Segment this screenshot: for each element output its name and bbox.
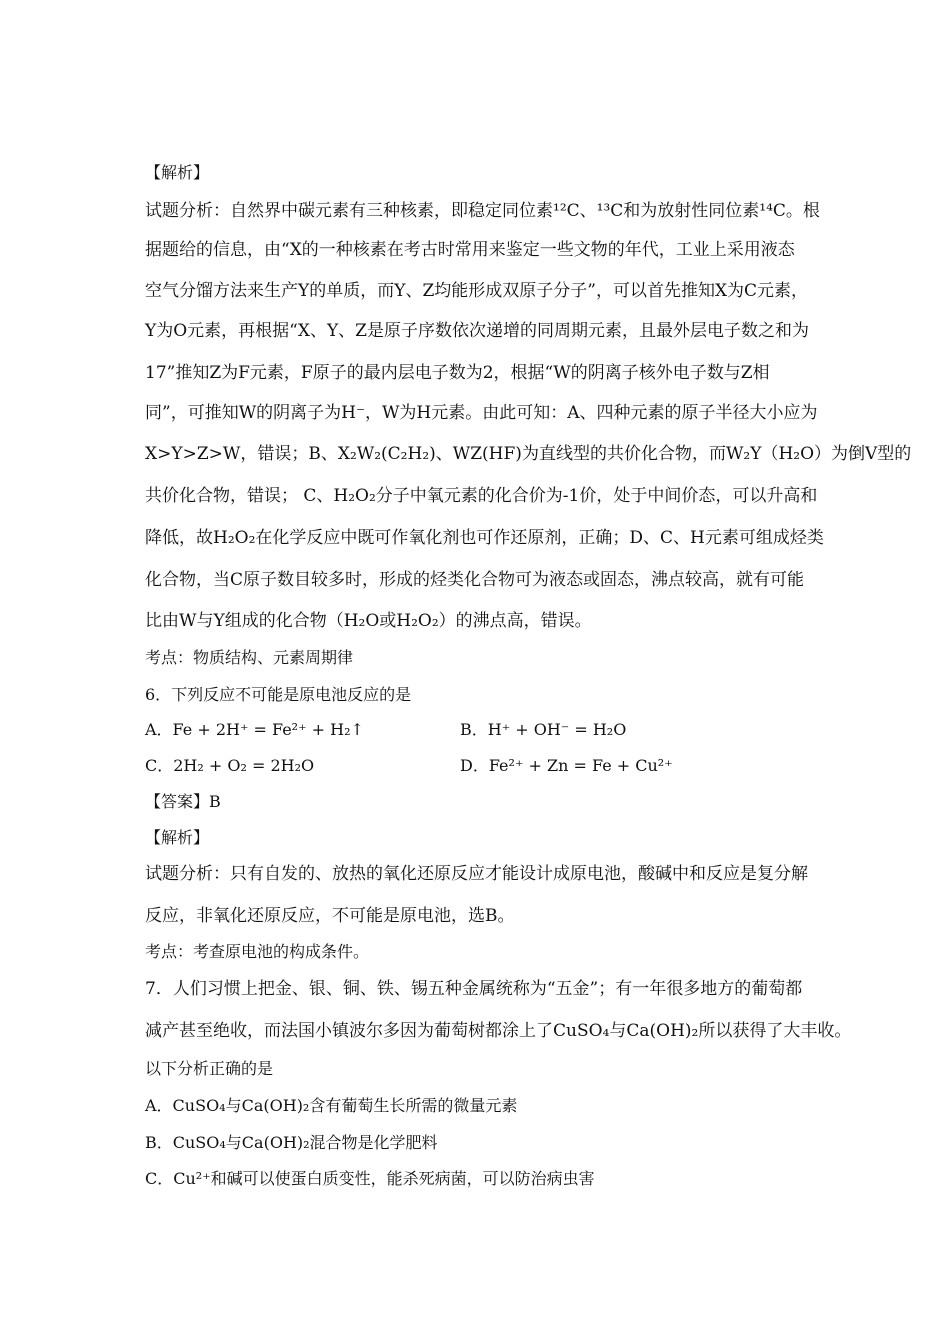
option-a: A．CuSO₄与Ca(OH)₂含有葡萄生长所需的微量元素 bbox=[145, 1096, 518, 1115]
analysis-line: 空气分馏方法来生产Y的单质，而Y、Z均能形成双原子分子”，可以首先推知X为C元素， bbox=[145, 281, 809, 301]
option-c: C．2H₂ + O₂ = 2H₂O bbox=[145, 756, 315, 775]
analysis-line: 试题分析：只有自发的、放热的氧化还原反应才能设计成原电池，酸碱中和反应是复分解 bbox=[145, 864, 808, 884]
option-a: A．Fe + 2H⁺ = Fe²⁺ + H₂↑ bbox=[145, 720, 364, 739]
question-stem: 以下分析正确的是 bbox=[145, 1059, 274, 1078]
analysis-line: 降低，故H₂O₂在化学反应中既可作氧化剂也可作还原剂，正确；D、C、H元素可组成烃类 bbox=[145, 528, 824, 548]
question-stem: 7．人们习惯上把金、银、铜、铁、锡五种金属统称为“五金”；有一年很多地方的葡萄都 bbox=[145, 979, 803, 999]
analysis-line: 据题给的信息，由“X的一种核素在考古时常用来鉴定一些文物的年代，工业上采用液态 bbox=[145, 240, 795, 260]
analysis-line: 反应，非氧化还原反应，不可能是原电池，选B。 bbox=[145, 906, 515, 926]
question-stem: 减产甚至绝收，而法国小镇波尔多因为葡萄树都涂上了CuSO₄与Ca(OH)₂所以获得了大丰收。 bbox=[145, 1021, 852, 1041]
analysis-heading: 【解析】 bbox=[145, 828, 210, 847]
kaodian-line: 考点：物质结构、元素周期律 bbox=[145, 648, 354, 667]
question-stem: 6．下列反应不可能是原电池反应的是 bbox=[145, 685, 412, 704]
analysis-heading: 【解析】 bbox=[145, 163, 210, 182]
option-d: D．Fe²⁺ + Zn = Fe + Cu²⁺ bbox=[460, 756, 673, 775]
analysis-line: Y为O元素，再根据“X、Y、Z是原子序数依次递增的同周期元素，且最外层电子数之和为 bbox=[145, 321, 809, 341]
analysis-line: 同”，可推知W的阴离子为H⁻，W为H元素。由此可知：A、四种元素的原子半径大小应为 bbox=[145, 403, 818, 423]
option-b: B．H⁺ + OH⁻ = H₂O bbox=[460, 720, 627, 739]
analysis-line: 比由W与Y组成的化合物（H₂O或H₂O₂）的沸点高，错误。 bbox=[145, 611, 592, 631]
analysis-line: 试题分析：自然界中碳元素有三种核素，即稳定同位素¹²C、¹³C和为放射性同位素¹⁴C。根 bbox=[145, 201, 820, 221]
kaodian-line: 考点：考查原电池的构成条件。 bbox=[145, 942, 370, 961]
analysis-line: X>Y>Z>W，错误；B、X₂W₂(C₂H₂)、WZ(HF)为直线型的共价化合物，而W₂Y（H₂O）为倒V型的 bbox=[145, 444, 912, 464]
option-b: B．CuSO₄与Ca(OH)₂混合物是化学肥料 bbox=[145, 1133, 438, 1152]
analysis-line: 共价化合物，错误； C、H₂O₂分子中氧元素的化合价为-1价，处于中间价态，可以升高和 bbox=[145, 486, 818, 506]
answer-line: 【答案】B bbox=[145, 792, 221, 811]
analysis-line: 化合物，当C原子数目较多时，形成的烃类化合物可为液态或固态，沸点较高，就有可能 bbox=[145, 570, 805, 590]
option-c: C．Cu²⁺和碱可以使蛋白质变性，能杀死病菌，可以防治病虫害 bbox=[145, 1169, 595, 1188]
analysis-line: 17”推知Z为F元素，F原子的最内层电子数为2，根据“W的阴离子核外电子数与Z相 bbox=[145, 363, 770, 383]
